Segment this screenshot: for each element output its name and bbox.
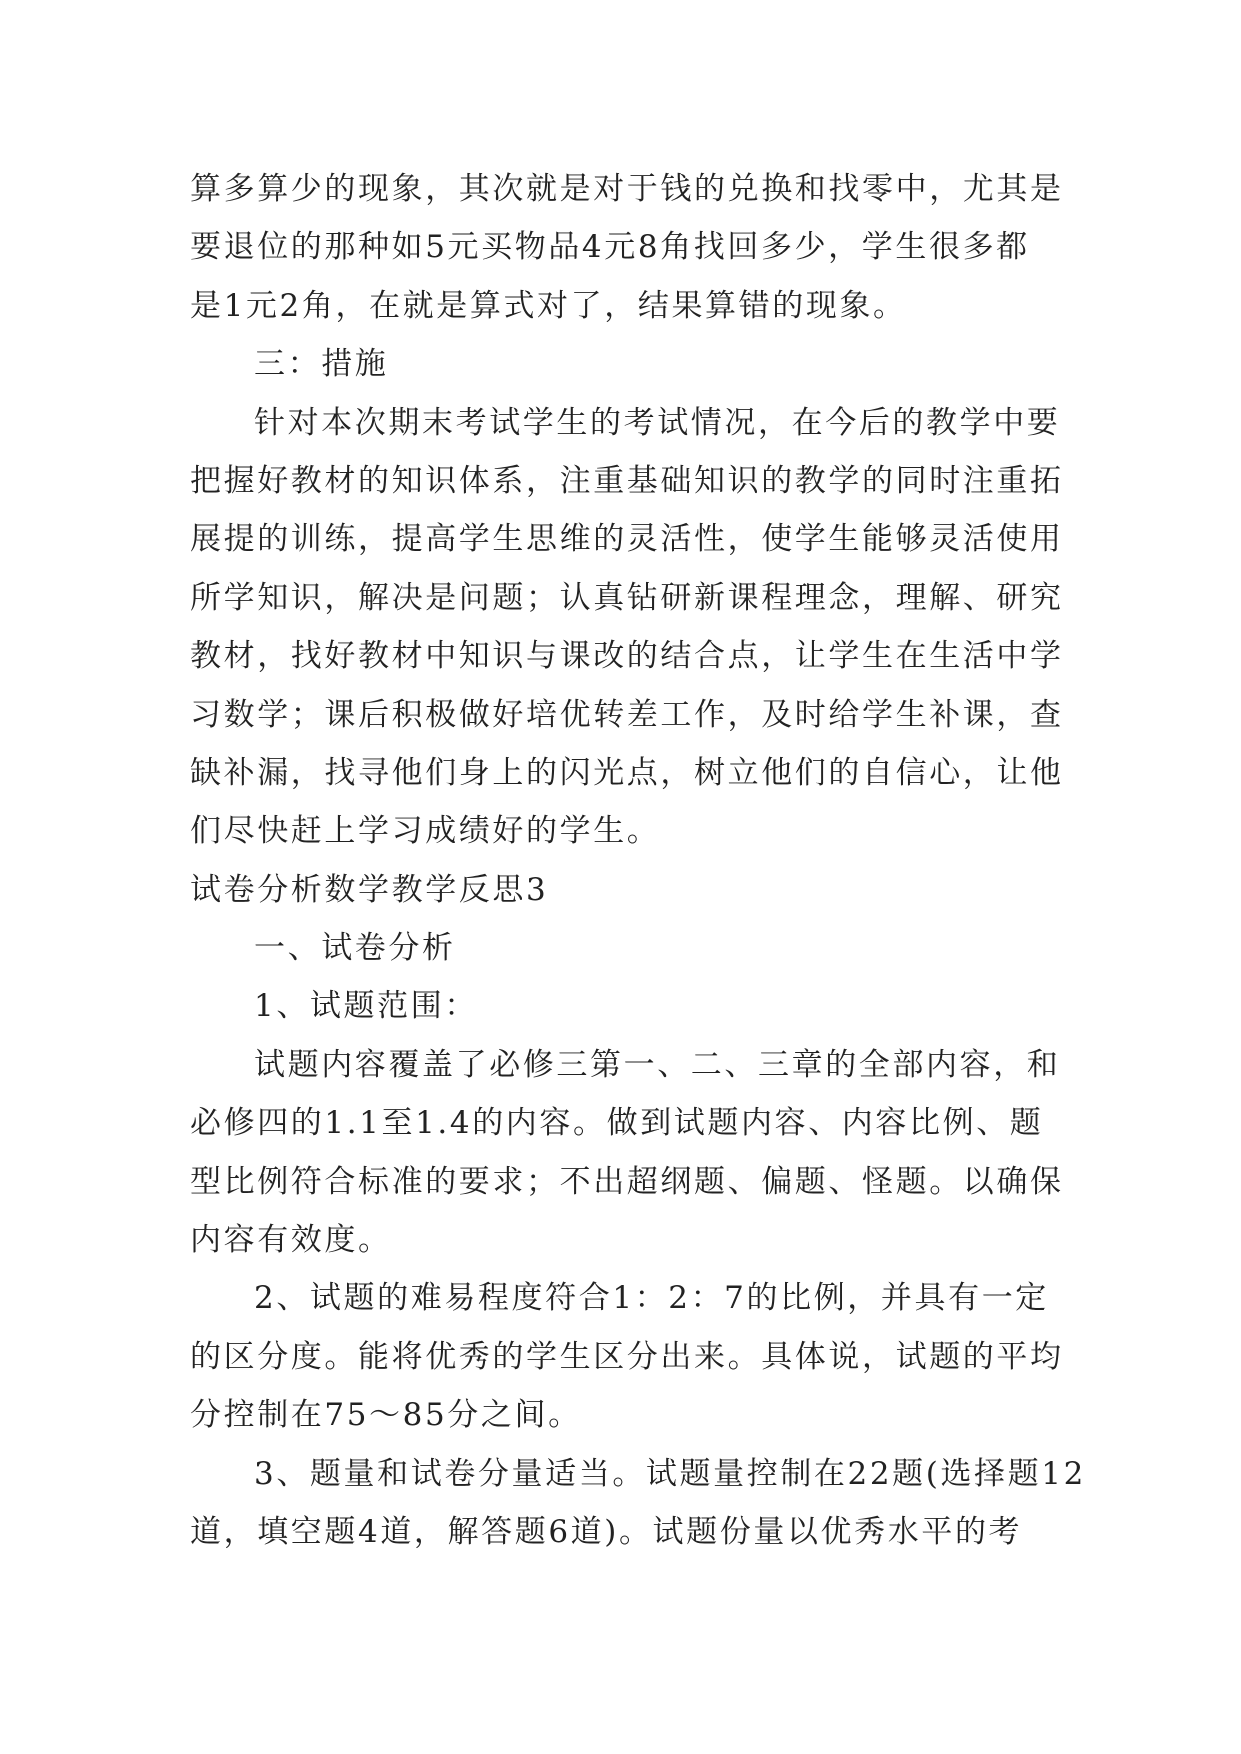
text-line: 教材，找好教材中知识与课改的结合点，让学生在生活中学 [190, 638, 1064, 675]
text-line: 针对本次期末考试学生的考试情况，在今后的教学中要 [254, 404, 1061, 441]
text-line: 缺补漏，找寻他们身上的闪光点，树立他们的自信心，让他 [190, 754, 1064, 791]
text-line: 内容有效度。 [190, 1222, 392, 1259]
text-line: 试题内容覆盖了必修三第一、二、三章的全部内容，和 [254, 1046, 1061, 1083]
text-line: 展提的训练，提高学生思维的灵活性，使学生能够灵活使用 [190, 521, 1064, 558]
document-body [190, 160, 1086, 1561]
section-heading: 三：措施 [254, 346, 389, 383]
text-line: 是1元2角，在就是算式对了，结果算错的现象。 [190, 287, 907, 324]
text-line: 2、试题的难易程度符合1：2：7的比例，并具有一定 [254, 1280, 1049, 1317]
text-line: 要退位的那种如5元买物品4元8角找回多少，学生很多都 [190, 229, 1030, 266]
text-line: 算多算少的现象，其次就是对于钱的兑换和找零中，尤其是 [190, 171, 1064, 207]
text-line: 型比例符合标准的要求；不出超纲题、偏题、怪题。以确保 [190, 1163, 1064, 1200]
text-line: 的区分度。能将优秀的学生区分出来。具体说，试题的平均 [190, 1338, 1064, 1375]
text-line: 必修四的1.1至1.4的内容。做到试题内容、内容比例、题 [190, 1105, 1044, 1142]
article-title: 试卷分析数学教学反思3 [190, 871, 549, 908]
text-line: 们尽快赶上学习成绩好的学生。 [190, 813, 661, 850]
text-line: 道，填空题4道，解答题6道)。试题份量以优秀水平的考 [190, 1513, 1023, 1550]
subsection-heading: 1、试题范围： [254, 988, 478, 1025]
text-line: 习数学；课后积极做好培优转差工作，及时给学生补课，查 [190, 696, 1064, 733]
text-line: 把握好教材的知识体系，注重基础知识的教学的同时注重拓 [190, 462, 1064, 499]
text-line: 分控制在75～85分之间。 [190, 1397, 582, 1434]
text-line: 所学知识，解决是问题；认真钻研新课程理念，理解、研究 [190, 579, 1064, 616]
text-line: 3、题量和试卷分量适当。试题量控制在22题(选择题12 [254, 1455, 1086, 1492]
section-heading: 一、试卷分析 [254, 930, 456, 967]
